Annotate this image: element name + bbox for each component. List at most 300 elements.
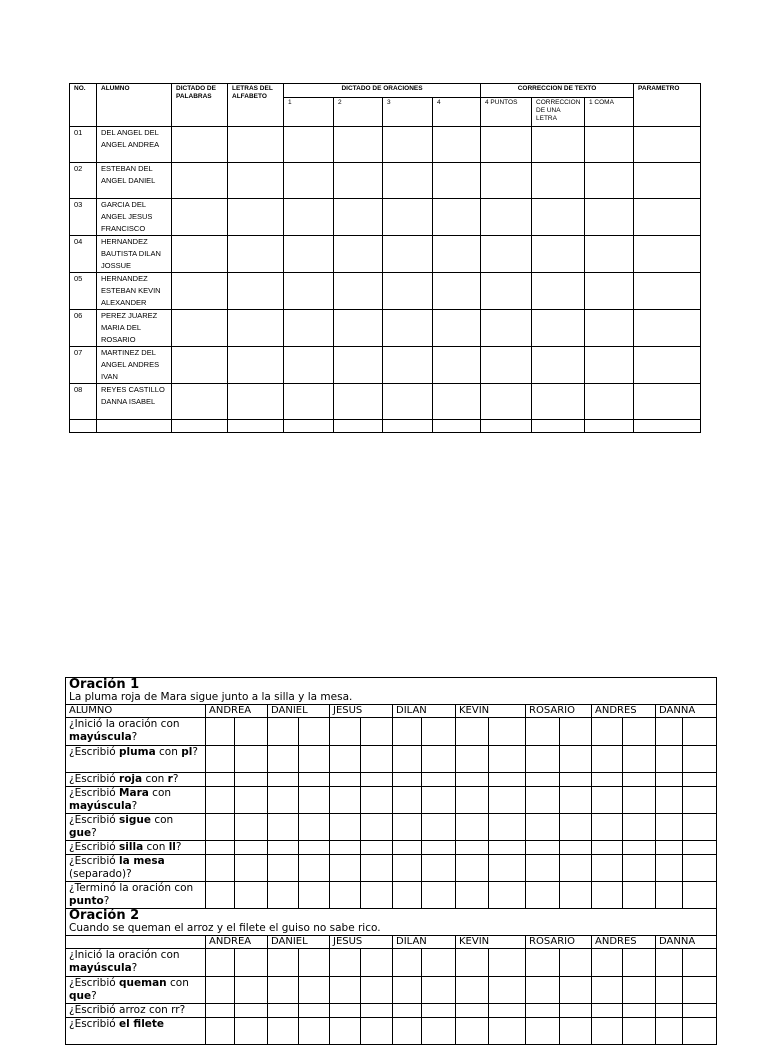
check-cell[interactable] bbox=[422, 746, 456, 773]
check-cell[interactable] bbox=[422, 787, 456, 814]
check-cell[interactable] bbox=[623, 787, 656, 814]
check-cell[interactable] bbox=[656, 841, 683, 855]
question-keyword: pl bbox=[181, 746, 193, 758]
check-cell[interactable] bbox=[526, 1004, 560, 1018]
score-cell[interactable] bbox=[383, 127, 433, 163]
check-cell[interactable] bbox=[656, 814, 683, 841]
check-cell[interactable] bbox=[206, 1004, 235, 1018]
check-cell[interactable] bbox=[299, 773, 330, 787]
score-cell[interactable] bbox=[383, 384, 433, 420]
score-cell[interactable] bbox=[334, 310, 383, 347]
score-cell[interactable] bbox=[634, 236, 701, 273]
check-cell[interactable] bbox=[560, 882, 592, 909]
score-cell[interactable] bbox=[532, 163, 585, 199]
check-cell[interactable] bbox=[683, 841, 717, 855]
check-cell[interactable] bbox=[361, 787, 393, 814]
score-cell[interactable] bbox=[383, 347, 433, 384]
score-cell[interactable] bbox=[334, 273, 383, 310]
check-cell[interactable] bbox=[330, 855, 361, 882]
score-cell[interactable] bbox=[481, 127, 532, 163]
header-dictado-oraciones: DICTADO DE ORACIONES bbox=[284, 84, 481, 98]
question-cell bbox=[66, 787, 206, 814]
blank-row bbox=[70, 420, 701, 433]
check-cell[interactable] bbox=[526, 746, 560, 773]
check-cell[interactable] bbox=[361, 855, 393, 882]
check-cell[interactable] bbox=[330, 841, 361, 855]
student-column-header: DILAN bbox=[393, 936, 456, 949]
check-cell[interactable] bbox=[393, 746, 422, 773]
subheader-4-puntos: 4 PUNTOS bbox=[481, 98, 532, 127]
check-cell[interactable] bbox=[683, 787, 717, 814]
check-cell[interactable] bbox=[361, 882, 393, 909]
score-cell[interactable] bbox=[383, 236, 433, 273]
check-cell[interactable] bbox=[235, 841, 268, 855]
check-cell[interactable] bbox=[422, 977, 456, 1004]
check-cell[interactable] bbox=[235, 977, 268, 1004]
score-cell[interactable] bbox=[284, 127, 334, 163]
check-cell[interactable] bbox=[656, 787, 683, 814]
check-cell[interactable] bbox=[299, 814, 330, 841]
check-cell[interactable] bbox=[393, 1004, 422, 1018]
question-text: ? bbox=[172, 773, 179, 785]
check-cell[interactable] bbox=[393, 841, 422, 855]
check-cell[interactable] bbox=[330, 718, 361, 746]
question-keyword: el filete bbox=[119, 1018, 165, 1030]
check-cell[interactable] bbox=[489, 746, 526, 773]
check-cell[interactable] bbox=[299, 882, 330, 909]
check-cell[interactable] bbox=[393, 977, 422, 1004]
check-cell[interactable] bbox=[268, 882, 299, 909]
score-cell[interactable] bbox=[634, 310, 701, 347]
check-cell[interactable] bbox=[268, 746, 299, 773]
score-cell[interactable] bbox=[585, 236, 634, 273]
score-cell[interactable] bbox=[481, 163, 532, 199]
check-cell[interactable] bbox=[560, 841, 592, 855]
check-cell[interactable] bbox=[623, 718, 656, 746]
check-cell[interactable] bbox=[268, 718, 299, 746]
check-cell[interactable] bbox=[361, 949, 393, 977]
score-cell[interactable] bbox=[284, 199, 334, 236]
check-cell[interactable] bbox=[235, 773, 268, 787]
check-cell[interactable] bbox=[330, 746, 361, 773]
subheader-oracion: 1 bbox=[284, 98, 334, 127]
check-cell[interactable] bbox=[489, 841, 526, 855]
check-cell[interactable] bbox=[393, 855, 422, 882]
check-cell[interactable] bbox=[268, 1018, 299, 1045]
check-cell[interactable] bbox=[206, 787, 235, 814]
check-cell[interactable] bbox=[592, 1004, 623, 1018]
check-cell[interactable] bbox=[526, 787, 560, 814]
check-cell[interactable] bbox=[393, 787, 422, 814]
check-cell[interactable] bbox=[361, 746, 393, 773]
score-cell[interactable] bbox=[532, 236, 585, 273]
check-cell[interactable] bbox=[489, 977, 526, 1004]
check-cell[interactable] bbox=[206, 841, 235, 855]
question-row bbox=[66, 1004, 717, 1018]
check-cell[interactable] bbox=[592, 949, 623, 977]
score-cell[interactable] bbox=[284, 310, 334, 347]
check-cell[interactable] bbox=[592, 841, 623, 855]
check-cell[interactable] bbox=[422, 949, 456, 977]
student-rows bbox=[70, 127, 701, 420]
check-cell[interactable] bbox=[489, 773, 526, 787]
check-cell[interactable] bbox=[235, 746, 268, 773]
check-cell[interactable] bbox=[623, 977, 656, 1004]
score-cell[interactable] bbox=[172, 384, 228, 420]
score-cell[interactable] bbox=[172, 310, 228, 347]
check-cell[interactable] bbox=[592, 787, 623, 814]
check-cell[interactable] bbox=[268, 977, 299, 1004]
score-cell[interactable] bbox=[284, 384, 334, 420]
score-cell[interactable] bbox=[532, 384, 585, 420]
check-cell[interactable] bbox=[268, 841, 299, 855]
check-cell[interactable] bbox=[592, 855, 623, 882]
score-cell[interactable] bbox=[228, 236, 284, 273]
score-cell[interactable] bbox=[228, 273, 284, 310]
check-cell[interactable] bbox=[299, 841, 330, 855]
check-cell[interactable] bbox=[330, 949, 361, 977]
score-cell[interactable] bbox=[481, 347, 532, 384]
check-cell[interactable] bbox=[393, 1018, 422, 1045]
check-cell[interactable] bbox=[268, 1004, 299, 1018]
score-cell[interactable] bbox=[481, 273, 532, 310]
check-cell[interactable] bbox=[683, 1018, 717, 1045]
check-cell[interactable] bbox=[560, 746, 592, 773]
check-cell[interactable] bbox=[560, 718, 592, 746]
score-cell[interactable] bbox=[634, 127, 701, 163]
check-cell[interactable] bbox=[683, 949, 717, 977]
score-cell[interactable] bbox=[228, 199, 284, 236]
check-cell[interactable] bbox=[560, 949, 592, 977]
score-cell[interactable] bbox=[284, 163, 334, 199]
question-cell bbox=[66, 855, 206, 882]
score-cell[interactable] bbox=[532, 199, 585, 236]
check-cell[interactable] bbox=[330, 1018, 361, 1045]
check-cell[interactable] bbox=[623, 814, 656, 841]
check-cell[interactable] bbox=[456, 718, 489, 746]
score-cell[interactable] bbox=[481, 199, 532, 236]
check-cell[interactable] bbox=[330, 773, 361, 787]
check-cell[interactable] bbox=[361, 718, 393, 746]
check-cell[interactable] bbox=[489, 1018, 526, 1045]
check-cell[interactable] bbox=[456, 855, 489, 882]
score-cell[interactable] bbox=[284, 236, 334, 273]
score-cell[interactable] bbox=[334, 347, 383, 384]
check-cell[interactable] bbox=[489, 882, 526, 909]
score-cell[interactable] bbox=[228, 163, 284, 199]
score-cell[interactable] bbox=[334, 236, 383, 273]
question-text: ¿Escribió bbox=[69, 773, 120, 785]
check-cell[interactable] bbox=[656, 1004, 683, 1018]
header-letras-alfabeto: LETRAS DEL ALFABETO bbox=[228, 84, 284, 127]
score-cell[interactable] bbox=[334, 127, 383, 163]
question-row bbox=[66, 718, 717, 746]
check-cell[interactable] bbox=[393, 882, 422, 909]
score-cell[interactable] bbox=[383, 310, 433, 347]
check-cell[interactable] bbox=[656, 977, 683, 1004]
check-cell[interactable] bbox=[235, 882, 268, 909]
check-cell[interactable] bbox=[623, 773, 656, 787]
check-cell[interactable] bbox=[361, 814, 393, 841]
check-cell[interactable] bbox=[560, 814, 592, 841]
check-cell[interactable] bbox=[361, 977, 393, 1004]
question-text: con bbox=[155, 746, 182, 758]
check-cell[interactable] bbox=[526, 1018, 560, 1045]
check-cell[interactable] bbox=[299, 949, 330, 977]
check-cell[interactable] bbox=[422, 1018, 456, 1045]
score-cell[interactable] bbox=[433, 384, 481, 420]
check-cell[interactable] bbox=[560, 787, 592, 814]
check-cell[interactable] bbox=[235, 787, 268, 814]
check-cell[interactable] bbox=[489, 814, 526, 841]
question-text: ? bbox=[91, 827, 97, 839]
check-cell[interactable] bbox=[422, 718, 456, 746]
student-column-header: ANDREA bbox=[206, 936, 268, 949]
check-cell[interactable] bbox=[683, 855, 717, 882]
check-cell[interactable] bbox=[330, 787, 361, 814]
score-cell[interactable] bbox=[532, 273, 585, 310]
check-cell[interactable] bbox=[526, 814, 560, 841]
check-cell[interactable] bbox=[422, 841, 456, 855]
check-cell[interactable] bbox=[526, 855, 560, 882]
check-cell[interactable] bbox=[299, 1004, 330, 1018]
subheader-oracion: 4 bbox=[433, 98, 481, 127]
score-cell[interactable] bbox=[172, 163, 228, 199]
check-cell[interactable] bbox=[592, 977, 623, 1004]
score-cell[interactable] bbox=[334, 163, 383, 199]
check-cell[interactable] bbox=[393, 773, 422, 787]
score-cell[interactable] bbox=[532, 127, 585, 163]
score-cell[interactable] bbox=[481, 310, 532, 347]
score-cell[interactable] bbox=[172, 347, 228, 384]
check-cell[interactable] bbox=[456, 746, 489, 773]
check-cell[interactable] bbox=[456, 882, 489, 909]
check-cell[interactable] bbox=[206, 949, 235, 977]
check-cell[interactable] bbox=[656, 746, 683, 773]
check-cell[interactable] bbox=[206, 977, 235, 1004]
check-cell[interactable] bbox=[560, 977, 592, 1004]
check-cell[interactable] bbox=[560, 1004, 592, 1018]
check-cell[interactable] bbox=[623, 882, 656, 909]
check-cell[interactable] bbox=[489, 1004, 526, 1018]
check-cell[interactable] bbox=[623, 855, 656, 882]
check-cell[interactable] bbox=[489, 787, 526, 814]
check-cell[interactable] bbox=[526, 949, 560, 977]
check-cell[interactable] bbox=[235, 949, 268, 977]
check-cell[interactable] bbox=[299, 977, 330, 1004]
check-cell[interactable] bbox=[592, 814, 623, 841]
score-cell[interactable] bbox=[433, 310, 481, 347]
check-cell[interactable] bbox=[592, 746, 623, 773]
check-cell[interactable] bbox=[299, 718, 330, 746]
score-cell[interactable] bbox=[433, 163, 481, 199]
check-cell[interactable] bbox=[330, 814, 361, 841]
score-cell[interactable] bbox=[481, 236, 532, 273]
question-keyword: r bbox=[167, 773, 173, 785]
check-cell[interactable] bbox=[456, 814, 489, 841]
score-cell[interactable] bbox=[228, 127, 284, 163]
check-cell[interactable] bbox=[361, 773, 393, 787]
check-cell[interactable] bbox=[456, 1018, 489, 1045]
check-cell[interactable] bbox=[299, 1018, 330, 1045]
check-cell[interactable] bbox=[656, 855, 683, 882]
score-cell[interactable] bbox=[433, 347, 481, 384]
check-cell[interactable] bbox=[422, 855, 456, 882]
check-cell[interactable] bbox=[330, 1004, 361, 1018]
check-cell[interactable] bbox=[623, 1004, 656, 1018]
score-cell[interactable] bbox=[383, 163, 433, 199]
check-cell[interactable] bbox=[456, 949, 489, 977]
check-cell[interactable] bbox=[683, 977, 717, 1004]
check-cell[interactable] bbox=[361, 1004, 393, 1018]
check-cell[interactable] bbox=[526, 773, 560, 787]
check-cell[interactable] bbox=[393, 949, 422, 977]
check-cell[interactable] bbox=[560, 773, 592, 787]
check-cell[interactable] bbox=[526, 977, 560, 1004]
check-cell[interactable] bbox=[268, 787, 299, 814]
score-cell[interactable] bbox=[634, 163, 701, 199]
check-cell[interactable] bbox=[268, 814, 299, 841]
check-cell[interactable] bbox=[299, 787, 330, 814]
check-cell[interactable] bbox=[268, 949, 299, 977]
score-cell[interactable] bbox=[585, 199, 634, 236]
check-cell[interactable] bbox=[206, 855, 235, 882]
score-cell[interactable] bbox=[383, 199, 433, 236]
check-cell[interactable] bbox=[330, 977, 361, 1004]
check-cell[interactable] bbox=[456, 841, 489, 855]
check-cell[interactable] bbox=[656, 949, 683, 977]
check-cell[interactable] bbox=[206, 718, 235, 746]
check-cell[interactable] bbox=[299, 855, 330, 882]
check-cell[interactable] bbox=[683, 773, 717, 787]
check-cell[interactable] bbox=[456, 787, 489, 814]
question-text: ? bbox=[131, 962, 138, 974]
check-cell[interactable] bbox=[683, 718, 717, 746]
score-cell[interactable] bbox=[383, 273, 433, 310]
check-cell[interactable] bbox=[489, 718, 526, 746]
check-cell[interactable] bbox=[206, 1018, 235, 1045]
score-cell[interactable] bbox=[228, 310, 284, 347]
check-cell[interactable] bbox=[422, 773, 456, 787]
question-row bbox=[66, 977, 717, 1004]
check-cell[interactable] bbox=[235, 1004, 268, 1018]
check-cell[interactable] bbox=[268, 855, 299, 882]
oracion-header bbox=[66, 678, 717, 705]
check-cell[interactable] bbox=[206, 746, 235, 773]
check-cell[interactable] bbox=[623, 1018, 656, 1045]
check-cell[interactable] bbox=[422, 882, 456, 909]
check-cell[interactable] bbox=[683, 882, 717, 909]
score-cell[interactable] bbox=[433, 199, 481, 236]
score-cell[interactable] bbox=[585, 384, 634, 420]
question-keyword: que bbox=[69, 990, 92, 1002]
score-cell[interactable] bbox=[284, 273, 334, 310]
check-cell[interactable] bbox=[623, 841, 656, 855]
score-cell[interactable] bbox=[172, 199, 228, 236]
score-cell[interactable] bbox=[228, 347, 284, 384]
check-cell[interactable] bbox=[330, 882, 361, 909]
check-cell[interactable] bbox=[361, 1018, 393, 1045]
check-cell[interactable] bbox=[526, 718, 560, 746]
score-cell[interactable] bbox=[172, 236, 228, 273]
check-cell[interactable] bbox=[592, 773, 623, 787]
check-cell[interactable] bbox=[206, 814, 235, 841]
check-cell[interactable] bbox=[683, 814, 717, 841]
check-cell[interactable] bbox=[560, 1018, 592, 1045]
check-cell[interactable] bbox=[422, 1004, 456, 1018]
score-cell[interactable] bbox=[172, 127, 228, 163]
check-cell[interactable] bbox=[656, 1018, 683, 1045]
score-cell[interactable] bbox=[634, 273, 701, 310]
score-cell[interactable] bbox=[433, 127, 481, 163]
check-cell[interactable] bbox=[235, 718, 268, 746]
question-keyword: la mesa bbox=[119, 855, 165, 867]
check-cell[interactable] bbox=[623, 746, 656, 773]
check-cell[interactable] bbox=[393, 718, 422, 746]
score-cell[interactable] bbox=[172, 273, 228, 310]
check-cell[interactable] bbox=[393, 814, 422, 841]
check-cell[interactable] bbox=[683, 746, 717, 773]
check-cell[interactable] bbox=[592, 718, 623, 746]
check-cell[interactable] bbox=[299, 746, 330, 773]
check-cell[interactable] bbox=[235, 1018, 268, 1045]
check-cell[interactable] bbox=[656, 773, 683, 787]
student-column-header: ROSARIO bbox=[526, 936, 592, 949]
check-cell[interactable] bbox=[206, 882, 235, 909]
check-cell[interactable] bbox=[592, 1018, 623, 1045]
check-cell[interactable] bbox=[456, 977, 489, 1004]
score-cell[interactable] bbox=[334, 199, 383, 236]
score-cell[interactable] bbox=[585, 163, 634, 199]
score-cell[interactable] bbox=[634, 347, 701, 384]
check-cell[interactable] bbox=[623, 949, 656, 977]
check-cell[interactable] bbox=[592, 882, 623, 909]
score-cell[interactable] bbox=[634, 384, 701, 420]
check-cell[interactable] bbox=[683, 1004, 717, 1018]
score-cell[interactable] bbox=[634, 199, 701, 236]
check-cell[interactable] bbox=[361, 841, 393, 855]
score-cell[interactable] bbox=[228, 384, 284, 420]
check-cell[interactable] bbox=[489, 949, 526, 977]
check-cell[interactable] bbox=[235, 855, 268, 882]
check-cell[interactable] bbox=[456, 773, 489, 787]
score-cell[interactable] bbox=[433, 273, 481, 310]
check-cell[interactable] bbox=[526, 841, 560, 855]
score-cell[interactable] bbox=[481, 384, 532, 420]
student-name: REYES CASTILLO DANNA ISABEL bbox=[97, 384, 172, 420]
score-cell[interactable] bbox=[334, 384, 383, 420]
check-cell[interactable] bbox=[526, 882, 560, 909]
score-cell[interactable] bbox=[585, 127, 634, 163]
score-cell[interactable] bbox=[284, 347, 334, 384]
check-cell[interactable] bbox=[206, 773, 235, 787]
check-cell[interactable] bbox=[422, 814, 456, 841]
score-cell[interactable] bbox=[585, 310, 634, 347]
check-cell[interactable] bbox=[268, 773, 299, 787]
check-cell[interactable] bbox=[656, 882, 683, 909]
check-cell[interactable] bbox=[235, 814, 268, 841]
check-cell[interactable] bbox=[456, 1004, 489, 1018]
check-cell[interactable] bbox=[560, 855, 592, 882]
check-cell[interactable] bbox=[656, 718, 683, 746]
score-cell[interactable] bbox=[532, 347, 585, 384]
check-cell[interactable] bbox=[489, 855, 526, 882]
score-cell[interactable] bbox=[433, 236, 481, 273]
score-cell[interactable] bbox=[585, 347, 634, 384]
student-row bbox=[70, 236, 701, 273]
score-cell[interactable] bbox=[532, 310, 585, 347]
score-cell[interactable] bbox=[585, 273, 634, 310]
